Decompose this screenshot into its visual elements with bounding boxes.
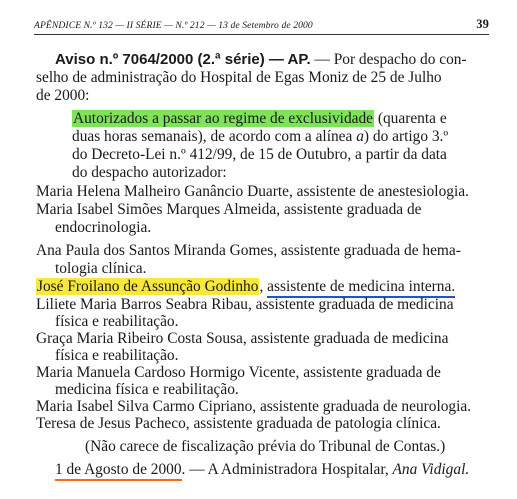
signature-text: . — A Administradora Hospitalar, [181, 461, 393, 478]
person-entry-6-line-1: Graça Maria Ribeiro Costa Sousa, assistente graduada de medicina [36, 330, 449, 347]
authorization-line-2 [72, 128, 448, 146]
person-entry-7-line-2: medicina física e reabilitação. [55, 381, 239, 398]
person-entry-3-line-2: tologia clínica. [55, 260, 147, 277]
aviso-line-1-text: — Por despacho do con- [310, 51, 467, 68]
fiscalization-note: (Não carece de fiscalização prévia do Tribunal de Contas.) [85, 438, 446, 455]
person-entry-5-line-2: física e reabilitação. [55, 313, 179, 330]
authorization-line-1-text: (quarenta e [374, 110, 447, 127]
authorization-line-2-text: duas horas semanais), de acordo com a alínea [72, 128, 353, 145]
person-entry-1: Maria Helena Malheiro Ganâncio Duarte, assistente de anestesiologia. [36, 183, 469, 200]
person-entry-9: Teresa de Jesus Pacheco, assistente graduada de patologia clínica. [36, 415, 441, 432]
person-entry-8: Maria Isabel Silva Carmo Cipriano, assistente graduada de neurologia. [36, 398, 472, 415]
page-number: 39 [476, 17, 489, 31]
aviso-line-1 [55, 51, 467, 69]
person-entry-3-line-1: Ana Paula dos Santos Miranda Gomes, assistente graduada de hema- [36, 242, 461, 259]
authorization-line-1 [72, 110, 447, 128]
alinea-letter: a [356, 128, 364, 145]
aviso-heading: Aviso n.º 7064/2000 (2.ª série) — AP. [55, 51, 311, 68]
person-entry-7-line-1: Maria Manuela Cardoso Hormigo Vicente, assistente graduada de [36, 364, 441, 381]
authorization-line-2-rest: ) do artigo 3.º [363, 128, 449, 145]
page-header [34, 18, 489, 34]
signatory-name: Ana Vidigal. [392, 461, 470, 478]
person-entry-2-line-2: endocrinologia. [55, 219, 152, 236]
authorization-line-4: do despacho autorizador: [72, 164, 227, 181]
header-rule [34, 34, 489, 35]
running-head: APÊNDICE N.º 132 — II SÉRIE — N.º 212 — 13 de Setembro de 2000 [34, 20, 313, 31]
underlined-role: assistente de medicina interna. [267, 278, 455, 298]
highlighted-name: José Froilano de Assunção Godinho [37, 278, 259, 295]
authorization-line-3: do Decreto-Lei n.º 412/99, de 15 de Outubro, a partir da data [72, 146, 447, 163]
person-entry-4 [36, 278, 455, 296]
person-entry-5-line-1: Liliete Maria Barros Seabra Ribau, assistente graduada de medicina [36, 296, 454, 313]
person-entry-6-line-2: física e reabilitação. [55, 347, 179, 364]
signature-date: 1 de Agosto de 2000 [55, 461, 182, 481]
aviso-line-2: selho de administração do Hospital de Egas Moniz de 25 de Julho [36, 69, 442, 86]
exclusivity-highlight: Autorizados a passar ao regime de exclusividade [73, 110, 374, 127]
aviso-line-3: de 2000: [36, 87, 90, 104]
signature-line [55, 461, 469, 479]
person-entry-2-line-1: Maria Isabel Simões Marques Almeida, assistente graduada de [36, 201, 422, 218]
person-entry-4-separator: , [259, 278, 268, 295]
